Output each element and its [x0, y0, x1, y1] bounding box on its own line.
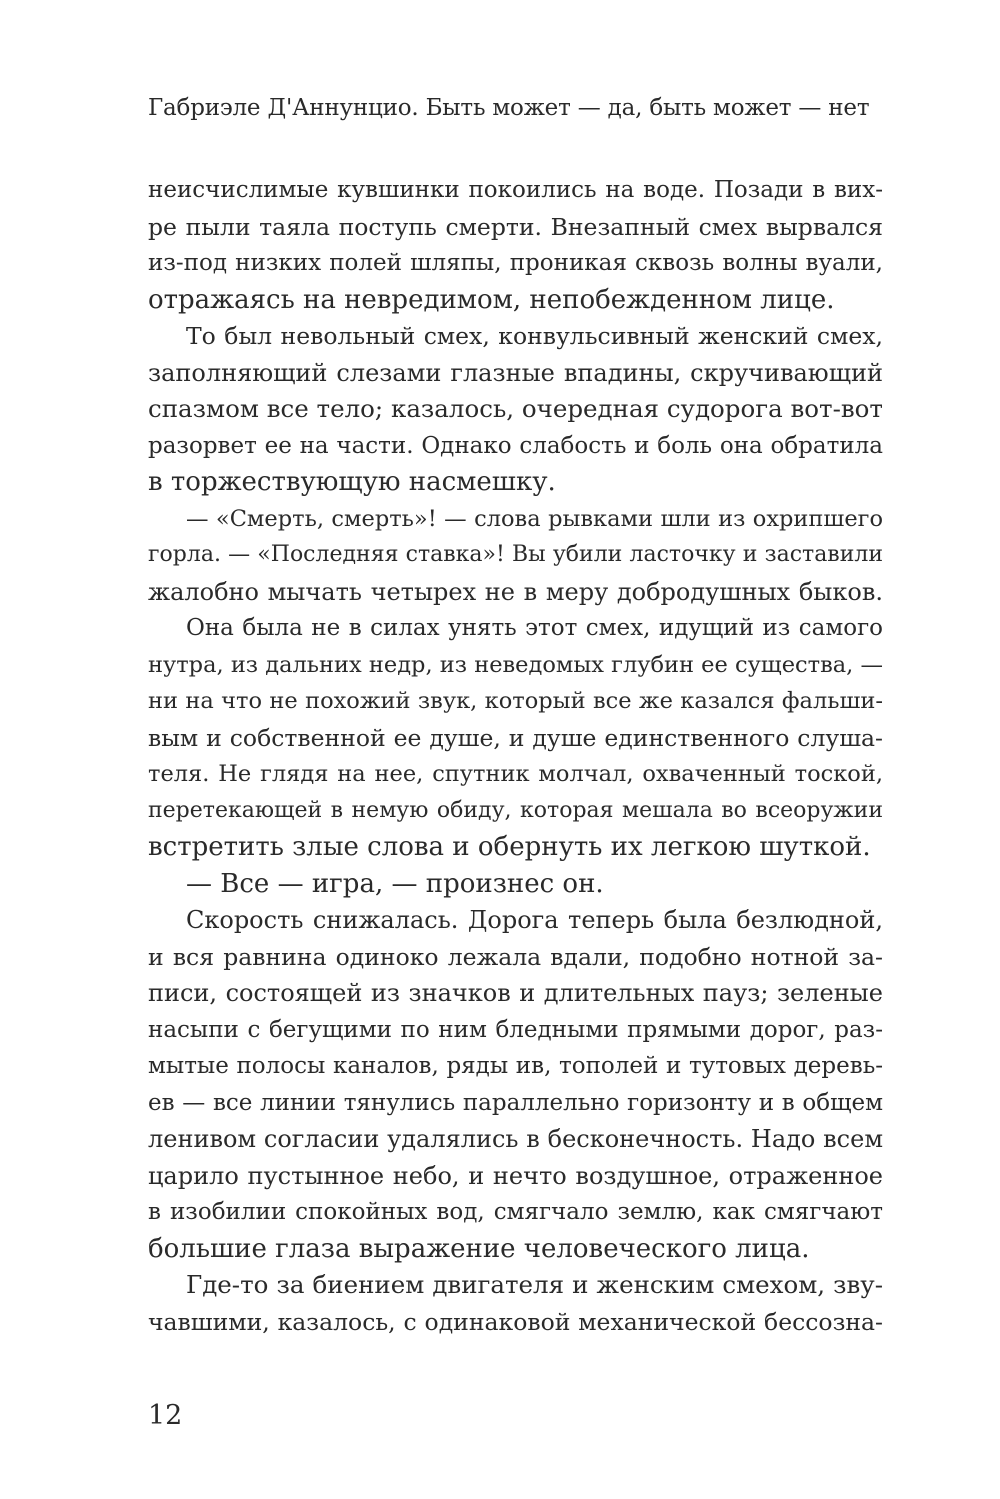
text-line: большие глаза выражение человеческого лица. — [148, 1233, 810, 1264]
text-line: вым и собственной ее душе, и душе единственного слуша- — [148, 723, 883, 752]
text-line: из-под низких полей шляпы, проникая сквозь волны вуали, — [148, 250, 883, 276]
running-header: Габриэле Д'Аннунцио. Быть может — да, быть может — нет — [148, 95, 870, 121]
text-line: ев — все линии тянулись параллельно горизонту и в общем — [148, 1089, 883, 1116]
text-line: неисчислимые кувшинки покоились на воде. Позади в вих- — [148, 177, 883, 203]
text-line: насыпи с бегущими по ним бледными прямыми дорог, раз- — [148, 1016, 883, 1043]
text-line: перетекающей в немую обиду, которая мешала во всеоружии — [148, 797, 883, 823]
text-line: ре пыли таяла поступь смерти. Внезапный смех вырвался — [148, 212, 883, 241]
text-line: мытые полосы каналов, ряды ив, тополей и тутовых деревь- — [148, 1053, 883, 1079]
text-line: жалобно мычать четырех не в меру добродушных быков. — [148, 577, 883, 606]
text-line: царило пустынное небо, и нечто воздушное, отраженное — [148, 1161, 883, 1190]
text-line: — Все — игра, — произнес он. — [186, 868, 604, 899]
text-line: чавшими, казалось, с одинаковой механической бессозна- — [148, 1307, 883, 1336]
text-line: Где-то за биением двигателя и женским смехом, зву- — [186, 1270, 883, 1299]
text-line: Она была не в силах унять этот смех, идущий из самого — [186, 615, 883, 641]
text-line: писи, состоящей из значков и длительных пауз; зеленые — [148, 979, 883, 1007]
page-number: 12 — [148, 1400, 183, 1431]
text-line: спазмом все тело; казалось, очередная судорога вот-вот — [148, 394, 883, 423]
text-line: — «Смерть, смерть»! — слова рывками шли из охрипшего — [186, 505, 883, 532]
text-line: То был невольный смех, конвульсивный женский смех, — [186, 322, 883, 350]
text-line: заполняющий слезами глазные впадины, скручивающий — [148, 358, 883, 387]
text-line: встретить злые слова и обернуть их легкою шуткой. — [148, 832, 871, 862]
text-line: отражаясь на невредимом, непобежденном лице. — [148, 284, 835, 315]
text-line: ни на что не похожий звук, который все же казался фальши- — [148, 688, 883, 714]
text-line: Скорость снижалась. Дорога теперь была безлюдной, — [186, 906, 883, 934]
text-line: в торжествующую насмешку. — [148, 467, 556, 497]
text-line: и вся равнина одиноко лежала вдали, подобно нотной за- — [148, 942, 883, 971]
text-line: в изобилии спокойных вод, смягчало землю, как смягчают — [148, 1199, 883, 1225]
text-line: горла. — «Последняя ставка»! Вы убили ласточку и заставили — [148, 542, 883, 567]
text-line: теля. Не глядя на нее, спутник молчал, охваченный тоской, — [148, 761, 883, 787]
text-line: ленивом согласии удалялись в бесконечность. Надо всем — [148, 1125, 883, 1153]
body-text — [148, 172, 883, 1340]
text-line: разорвет ее на части. Однако слабость и боль она обратила — [148, 432, 883, 459]
text-line: нутра, из дальних недр, из неведомых глубин ее существа, — — [148, 651, 883, 678]
